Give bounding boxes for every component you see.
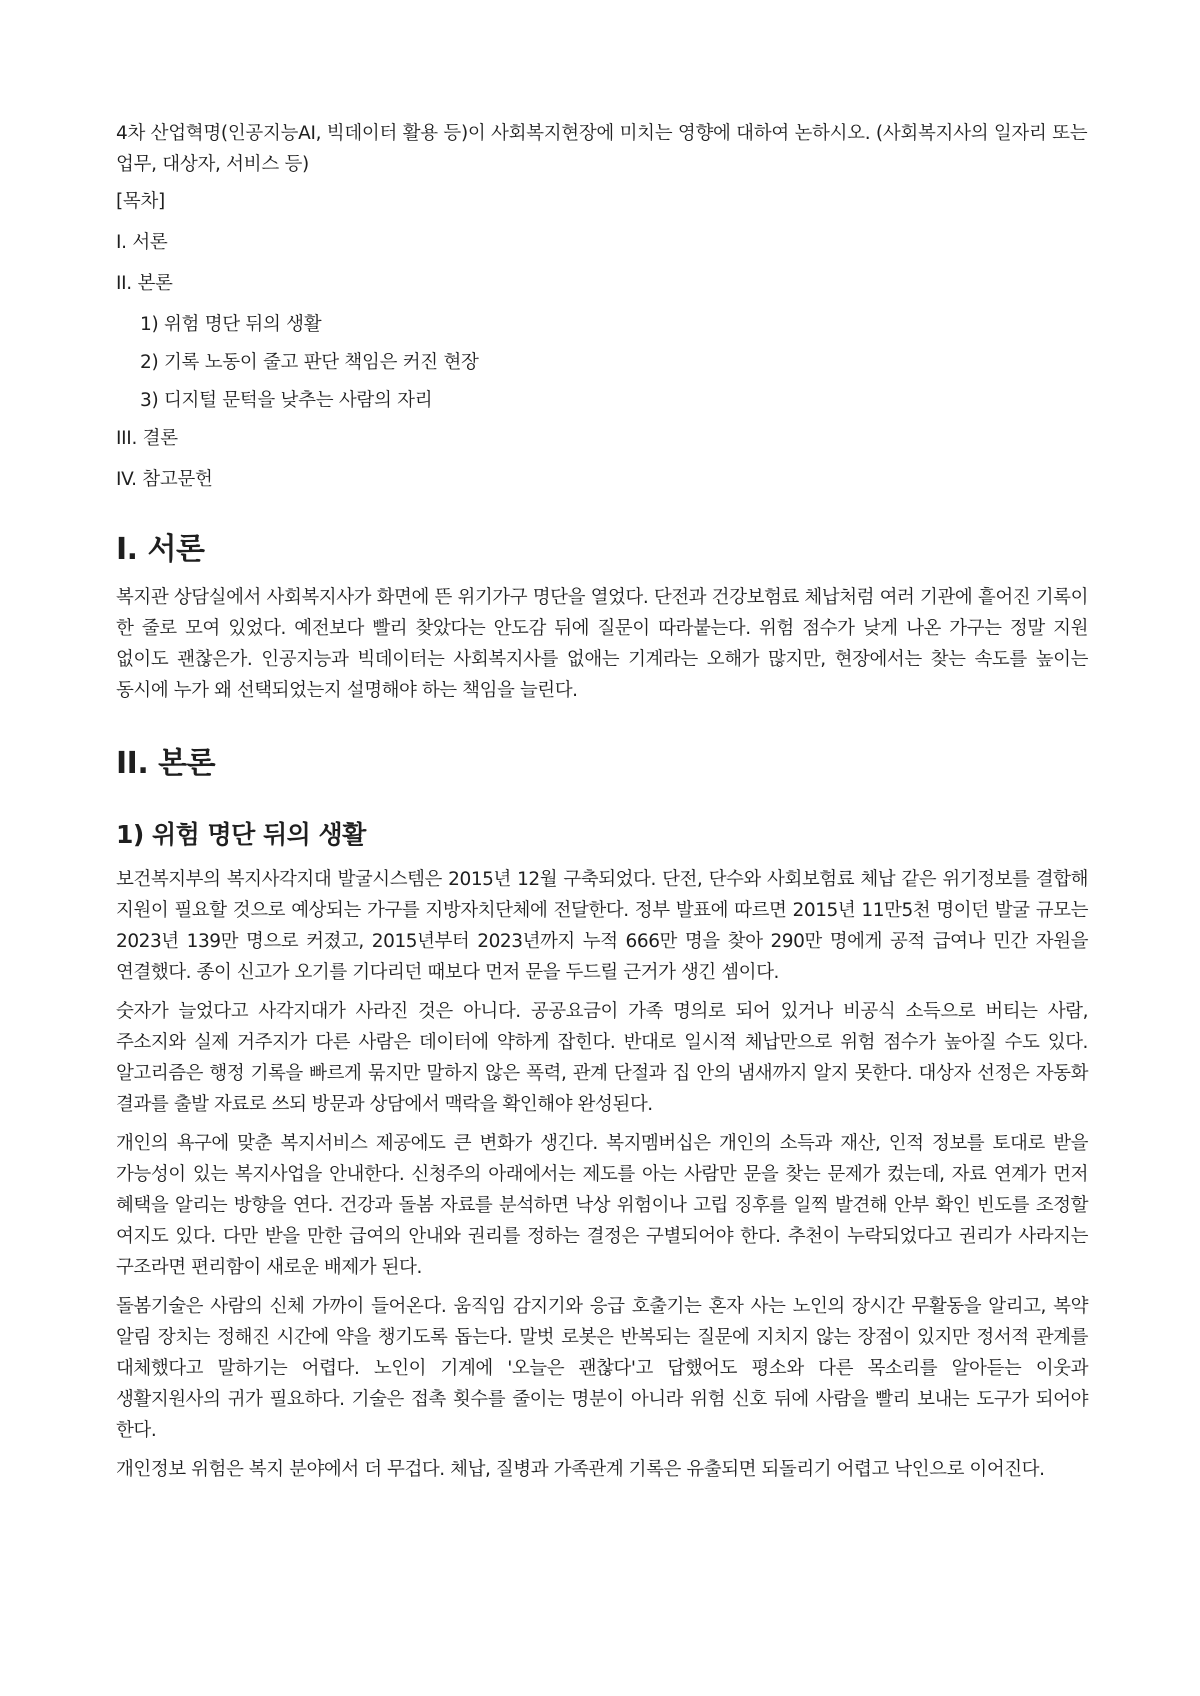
body-paragraph: 개인의 욕구에 맞춘 복지서비스 제공에도 큰 변화가 생긴다. 복지멤버십은 개인의 소득과 재산, 인적 정보를 토대로 받을 가능성이 있는 복지사업을 안내한다. 신청주의 아래에서는 제도를 아는 사람만 문을 찾는 문제가 컸는데, 자료 연계가 먼저 혜택을 알리는 방향을 연다. 건강과 돌봄 자료를 분석하면 낙상 위험이나 고립 징후를 일찍 발견해 안부 확인 빈도를 조정할 여지도 있다. 다만 받을 만한 급여의 안내와 권리를 정하는 결정은 구별되어야 한다. 추천이 누락되었다고 권리가 사라지는 구조라면 편리함이 새로운 배제가 된다. — [116, 1133, 1088, 1278]
subsection-title-1: 1) 위험 명단 뒤의 생활 — [116, 820, 366, 849]
document-page — [116, 118, 1088, 1493]
section-title-body: II. 본론 — [116, 746, 216, 781]
body-paragraph: 돌봄기술은 사람의 신체 가까이 들어온다. 움직임 감지기와 응급 호출기는 혼자 사는 노인의 장시간 무활동을 알리고, 복약 알림 장치는 정해진 시간에 약을 챙기도록 돕는다. 말벗 로봇은 반복되는 질문에 지치지 않는 장점이 있지만 정서적 관계를 대체했다고 말하기는 어렵다. 노인이 기계에 '오늘은 괜찮다'고 답했어도 평소와 다른 목소리를 알아듣는 이웃과 생활지원사의 귀가 필요하다. 기술은 접촉 횟수를 줄이는 명분이 아니라 위험 신호 뒤에 사람을 빨리 보내는 도구가 되어야 한다. — [116, 1296, 1088, 1441]
body-paragraph: 보건복지부의 복지사각지대 발굴시스템은 2015년 12월 구축되었다. 단전, 단수와 사회보험료 체납 같은 위기정보를 결합해 지원이 필요할 것으로 예상되는 가구를 지방자치단체에 전달한다. 정부 발표에 따르면 2015년 11만5천 명이던 발굴 규모는 2023년 139만 명으로 커졌고, 2015년부터 2023년까지 누적 666만 명을 찾아 290만 명에게 공적 급여나 민간 자원을 연결했다. 종이 신고가 오기를 기다리던 때보다 먼저 문을 두드릴 근거가 생긴 셈이다. — [116, 869, 1088, 983]
toc-item-conclusion: III. 결론 — [116, 428, 178, 449]
toc-item-body-2: 2) 기록 노동이 줄고 판단 책임은 커진 현장 — [140, 352, 479, 373]
toc-item-references: IV. 참고문헌 — [116, 469, 213, 490]
body-paragraph: 개인정보 위험은 복지 분야에서 더 무겁다. 체납, 질병과 가족관계 기록은 유출되면 되돌리기 어렵고 낙인으로 이어진다. — [116, 1459, 1045, 1480]
table-of-contents — [116, 190, 1088, 492]
intro-paragraph: 복지관 상담실에서 사회복지사가 화면에 뜬 위기가구 명단을 열었다. 단전과 건강보험료 체납처럼 여러 기관에 흩어진 기록이 한 줄로 모여 있었다. 예전보다 빨리 찾았다는 안도감 뒤에 질문이 따라붙는다. 위험 점수가 낮게 나온 가구는 정말 지원 없이도 괜찮은가. 인공지능과 빅데이터는 사회복지사를 없애는 기계라는 오해가 많지만, 현장에서는 찾는 속도를 높이는 동시에 누가 왜 선택되었는지 설명해야 하는 책임을 늘린다. — [116, 587, 1088, 701]
toc-item-body: II. 본론 — [116, 273, 173, 294]
assignment-question: 4차 산업혁명(인공지능AI, 빅데이터 활용 등)이 사회복지현장에 미치는 영향에 대하여 논하시오. (사회복지사의 일자리 또는 업무, 대상자, 서비스 등) — [116, 123, 1088, 175]
toc-heading: [목차] — [116, 191, 165, 212]
body-paragraph: 숫자가 늘었다고 사각지대가 사라진 것은 아니다. 공공요금이 가족 명의로 되어 있거나 비공식 소득으로 버티는 사람, 주소지와 실제 거주지가 다른 사람은 데이터에 약하게 잡힌다. 반대로 일시적 체납만으로 위험 점수가 높아질 수도 있다. 알고리즘은 행정 기록을 빠르게 묶지만 말하지 않은 폭력, 관계 단절과 집 안의 냄새까지 알지 못한다. 대상자 선정은 자동화 결과를 출발 자료로 쓰되 방문과 상담에서 맥락을 확인해야 완성된다. — [116, 1001, 1088, 1115]
toc-item-body-3: 3) 디지털 문턱을 낮추는 사람의 자리 — [140, 390, 433, 411]
section-title-intro: I. 서론 — [116, 532, 205, 567]
toc-item-body-1: 1) 위험 명단 뒤의 생활 — [140, 314, 322, 335]
toc-item-intro: I. 서론 — [116, 232, 168, 253]
